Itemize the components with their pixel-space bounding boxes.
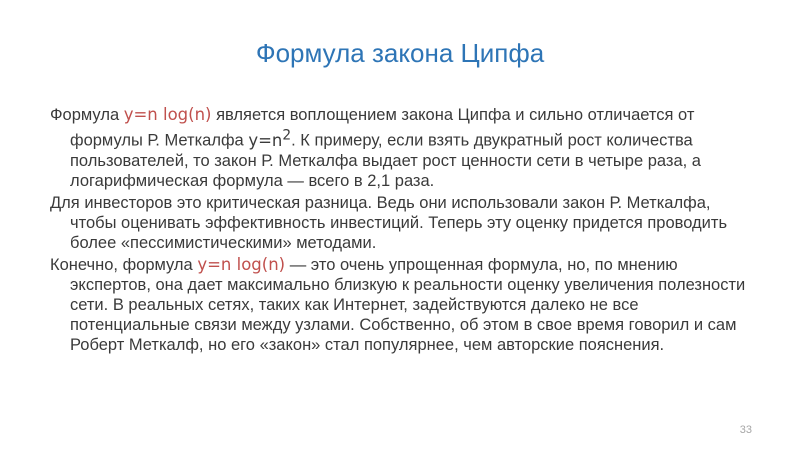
paragraph-zipf-formula xyxy=(50,105,755,191)
paragraph-investors: Для инвесторов это критическая разница. Ведь они использовали закон Р. Меткалфа, чтобы оценивать эффективность инвестиций. Теперь эту оценку придется проводить более «пессимистическими» методами. xyxy=(50,193,728,252)
formula-metcalfe-base: y=n xyxy=(248,130,283,150)
slide-body xyxy=(50,105,755,355)
paragraph-text: Формула xyxy=(50,106,124,124)
page-number: 33 xyxy=(739,424,752,436)
paragraph-conclusion xyxy=(50,255,755,355)
slide-title: Формула закона Ципфа xyxy=(255,38,545,68)
paragraph-text: Конечно, формула xyxy=(50,255,198,274)
paragraph-text: является воплощением закона Ципфа и сильно отличается от формулы Р. Меткалфа xyxy=(70,106,695,150)
formula-metcalfe-exponent: 2 xyxy=(282,127,292,143)
paragraph-text: — это очень упрощенная формула, но, по мнению экспертов, она дает максимально близкую к реальности оценку увеличения полезности сети. В реальных сетях, таких как Интернет, задействуются далеко не все потенциальные связи между узлами. Собственно, об этом в свое время говорил и сам Роберт Меткалф, но его «закон» стал популярнее, чем авторские пояснения. xyxy=(70,255,746,354)
formula-zipf: y=n log(n) xyxy=(123,105,212,124)
formula-zipf: y=n log(n) xyxy=(197,254,286,274)
formula-metcalfe xyxy=(248,127,292,150)
paragraph-text: . К примеру, если взять двукратный рост количества пользователей, то закон Р. Меткалфа выдает рост ценности сети в четыре раза, а логарифмическая формула — всего в 2,1 раза. xyxy=(70,131,701,190)
